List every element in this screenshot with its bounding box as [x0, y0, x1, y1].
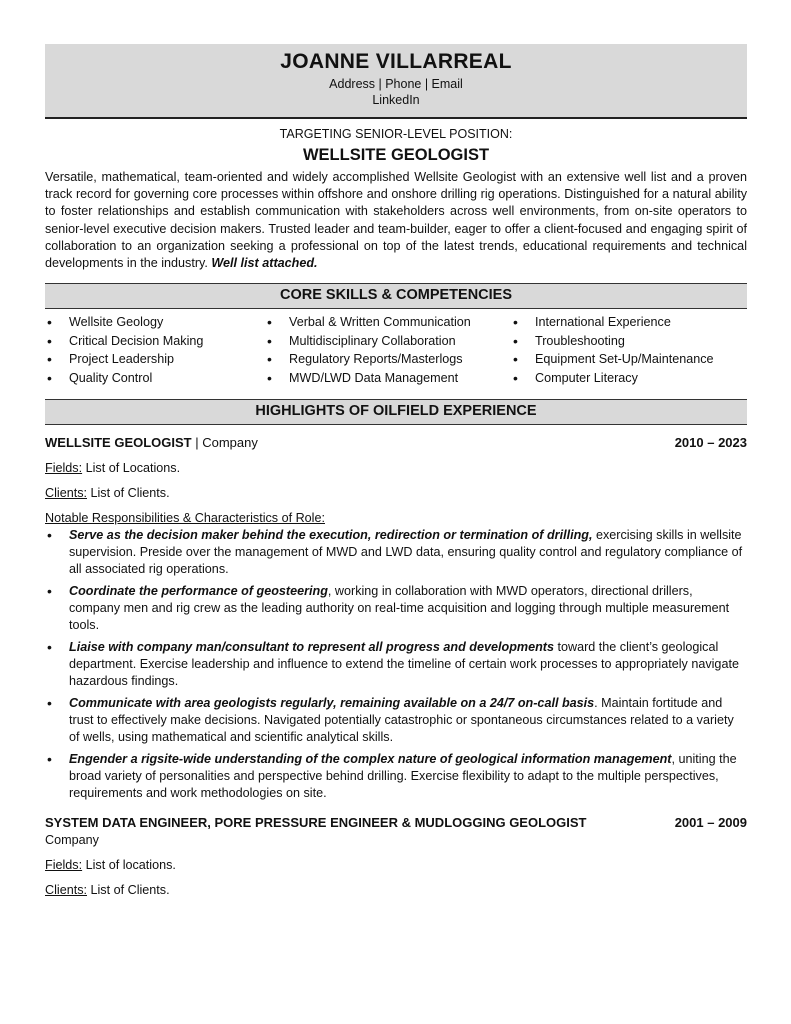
- job-1-dates: 2010 – 2023: [674, 435, 747, 451]
- job-1-title: WELLSITE GEOLOGIST: [45, 435, 192, 451]
- resume-page: [45, 44, 747, 899]
- skills-grid: [45, 313, 747, 387]
- responsibility-item: [45, 583, 747, 634]
- responsibility-text: , uniting the broad variety of personalities and perspective behind drilling. Exercise flexibility to adapt to the multiple perspectives, requirements and work methodologies on site.: [69, 752, 737, 801]
- responsibility-text: toward the client’s geological department. Exercise leadership and influence to extend the timeline of certain work processes to appropriately navigate hazardous findings.: [69, 640, 739, 689]
- skills-column-2: [265, 313, 511, 387]
- responsibilities-list: [45, 527, 747, 802]
- clients-value: List of Clients.: [87, 883, 170, 898]
- responsibility-lead: Communicate with area geologists regularly, remaining available on a 24/7 on-call basis: [69, 696, 595, 711]
- responsibility-text: , working in collaboration with MWD operators, directional drillers, company men and rig crew as the leading authority on real-time acquisition and logging through multiple measurement tools.: [69, 584, 730, 633]
- skill-item: • Wellsite Geology: [45, 313, 265, 332]
- skill-item: • Critical Decision Making: [45, 332, 265, 351]
- skill-item: • Verbal & Written Communication: [265, 313, 511, 332]
- responsibility-item: [45, 751, 747, 802]
- clients-label: Clients:: [45, 883, 87, 898]
- fields-value: List of locations.: [82, 858, 176, 873]
- skills-column-1: [45, 313, 265, 387]
- job-2-dates: 2001 – 2009: [674, 815, 747, 831]
- job-1-title-line: [45, 434, 258, 452]
- skill-item: • Quality Control: [45, 369, 265, 388]
- responsibility-lead: Liaise with company man/consultant to represent all progress and developments: [69, 640, 554, 655]
- job-1-header: [45, 434, 747, 452]
- experience-heading: HIGHLIGHTS OF OILFIELD EXPERIENCE: [45, 399, 747, 425]
- notable-responsibilities-label: Notable Responsibilities & Characteristics of Role:: [45, 511, 325, 526]
- fields-label: Fields:: [45, 461, 83, 476]
- skill-item: • Equipment Set-Up/Maintenance: [511, 350, 747, 369]
- core-skills-heading: CORE SKILLS & COMPETENCIES: [45, 283, 747, 309]
- skill-item: • Computer Literacy: [511, 369, 747, 388]
- skill-item: • Project Leadership: [45, 350, 265, 369]
- skill-item: • Multidisciplinary Collaboration: [265, 332, 511, 351]
- contact-line: Address | Phone | Email: [329, 77, 463, 91]
- candidate-name: JOANNE VILLARREAL: [280, 50, 512, 73]
- skills-column-3: [511, 313, 747, 387]
- job-1-fields: [45, 460, 747, 477]
- responsibility-item: [45, 527, 747, 578]
- job-2-fields: [45, 857, 747, 874]
- summary-text: Versatile, mathematical, team-oriented and widely accomplished Wellsite Geologist with an extensive well list and a proven track record for governing core processes within offshore and onshore drilling rig operations. Distinguished for a natural ability to foster relationships and establish communication with stakeholders across well environments, from on-site operators to senior-level executive decision makers. Trusted leader and team-builder, eager to offer a client-focused and engaging spirit of collaboration to an organization seeking a professional on top of the latest trends, educational requirements and technical developments in the industry.: [45, 170, 747, 271]
- job-1-separator: |: [191, 435, 203, 451]
- job-1-clients: [45, 485, 747, 502]
- skill-item: • Troubleshooting: [511, 332, 747, 351]
- responsibility-text: . Maintain fortitude and trust to effectively make decisions. Navigated potentially catastrophic or spontaneous circumstances related to a variety of wells, using mathematical and scientific analytical skills.: [69, 696, 734, 745]
- job-2-company: Company: [45, 833, 99, 848]
- responsibility-lead: Engender a rigsite-wide understanding of the complex nature of geological information management: [69, 752, 672, 767]
- job-2-clients: [45, 882, 747, 899]
- targeting-label: TARGETING SENIOR-LEVEL POSITION:: [279, 127, 513, 141]
- clients-value: List of Clients.: [87, 486, 170, 501]
- linkedin-line: LinkedIn: [372, 93, 420, 107]
- professional-summary: [45, 169, 747, 272]
- resume-header: [45, 44, 747, 119]
- job-1-company: Company: [202, 435, 258, 451]
- skill-item: • MWD/LWD Data Management: [265, 369, 511, 388]
- job-2-title: SYSTEM DATA ENGINEER, PORE PRESSURE ENGINEER & MUDLOGGING GEOLOGIST: [45, 815, 587, 831]
- responsibility-lead: Serve as the decision maker behind the execution, redirection or termination of drilling,: [69, 528, 593, 543]
- summary-emphasis: Well list attached.: [211, 256, 318, 271]
- responsibility-text: exercising skills in wellsite supervision. Preside over the management of MWD and LWD data, ensuring quality control and regulatory compliance of all associated rig operations.: [69, 528, 743, 577]
- responsibility-lead: Coordinate the performance of geosteering: [69, 584, 328, 599]
- fields-value: List of Locations.: [82, 461, 181, 476]
- job-2-header: [45, 814, 747, 832]
- skill-item: • Regulatory Reports/Masterlogs: [265, 350, 511, 369]
- skill-item: • International Experience: [511, 313, 747, 332]
- responsibility-item: [45, 695, 747, 746]
- target-position-title: WELLSITE GEOLOGIST: [302, 146, 490, 164]
- clients-label: Clients:: [45, 486, 87, 501]
- responsibility-item: [45, 639, 747, 690]
- fields-label: Fields:: [45, 858, 83, 873]
